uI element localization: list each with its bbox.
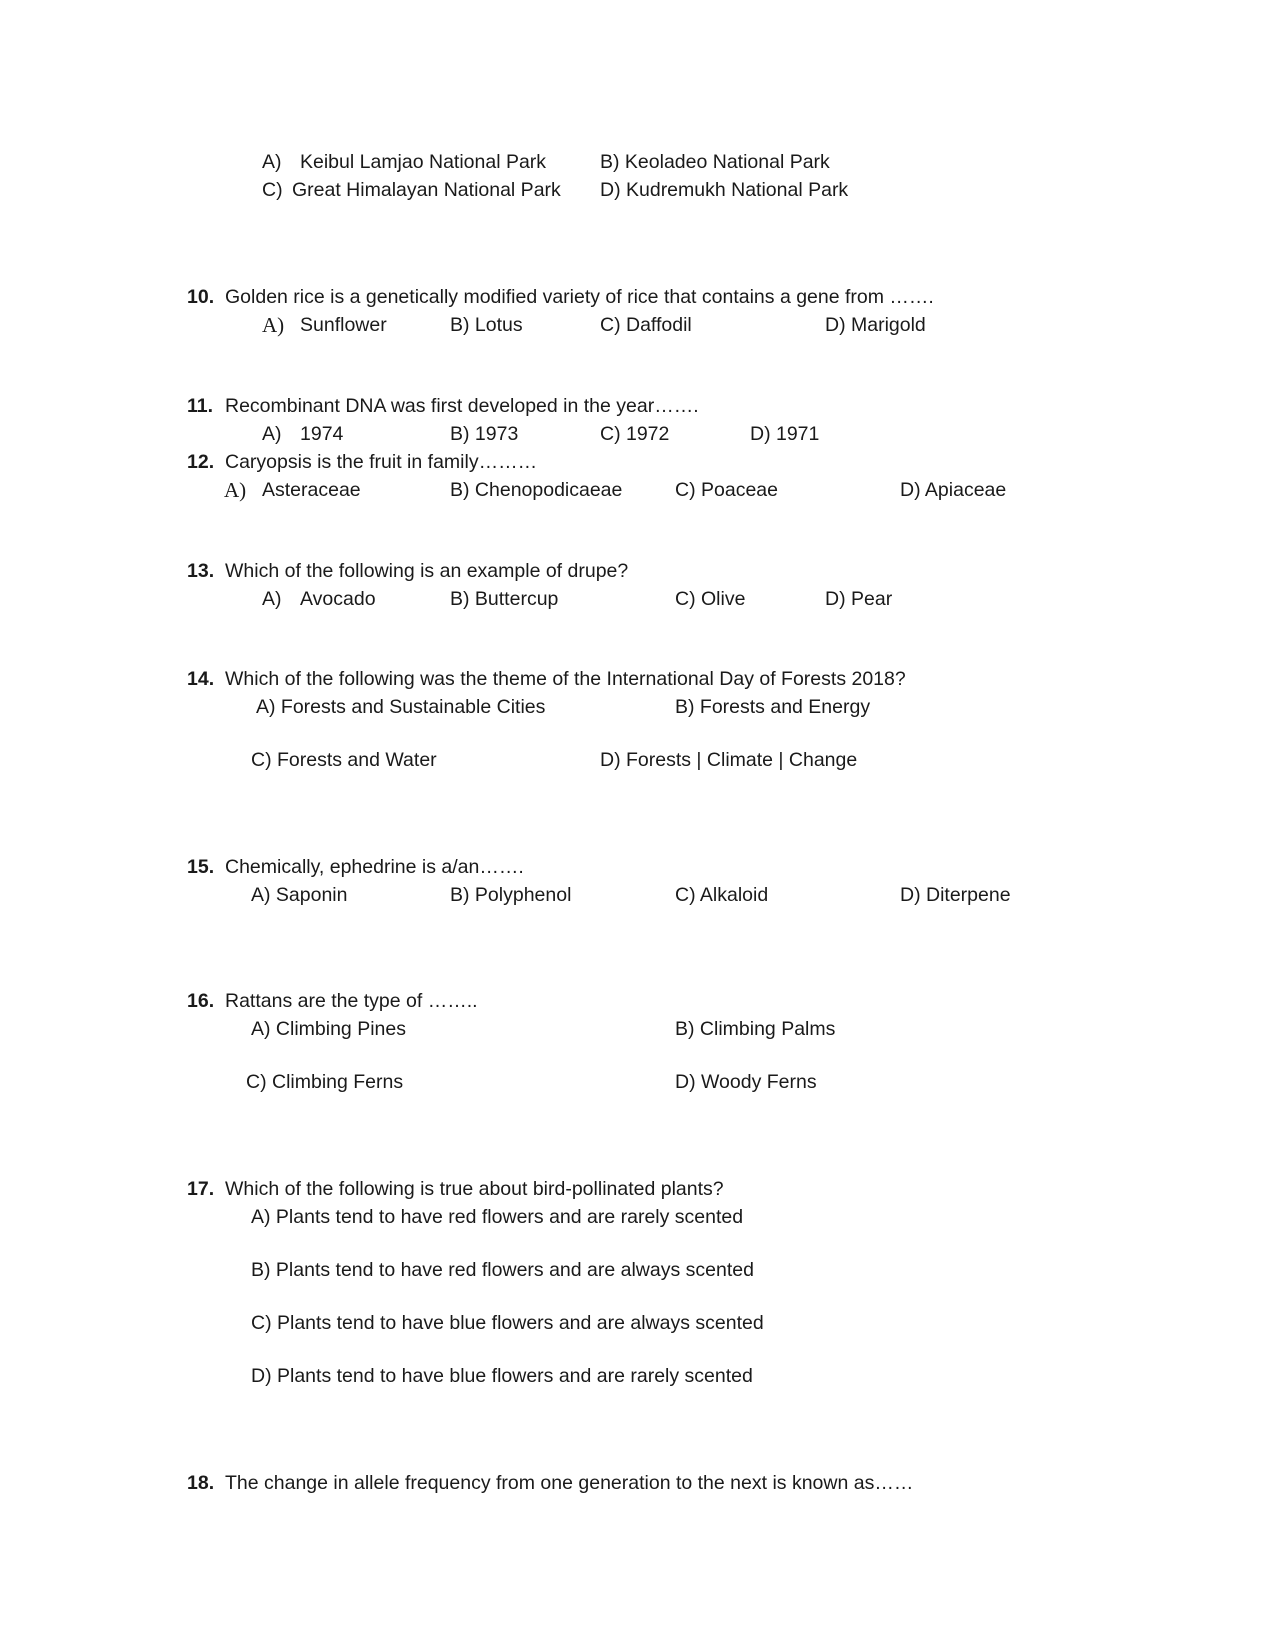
q15-option-b: B) Polyphenol (450, 884, 572, 906)
q9-option-a-label: A) (262, 151, 282, 173)
question-number: 13. (187, 560, 215, 582)
q10-option-b: B) Lotus (450, 314, 523, 336)
q15-option-a: A) Saponin (251, 884, 348, 906)
q12-option-b: B) Chenopodicaeae (450, 479, 623, 501)
q11-option-c: C) 1972 (600, 423, 670, 445)
q17-option-b: B) Plants tend to have red flowers and are always scented (251, 1259, 754, 1281)
q13-option-a-label: A) (262, 588, 282, 610)
q16-option-d: D) Woody Ferns (675, 1071, 817, 1093)
q9-option-a: Keibul Lamjao National Park (300, 151, 547, 173)
q9-option-c: Great Himalayan National Park (292, 179, 561, 201)
q12-option-a-label: A) (224, 478, 247, 502)
question-text: Golden rice is a genetically modified variety of rice that contains a gene from ……. (225, 286, 934, 308)
q14-option-c: C) Forests and Water (251, 749, 437, 771)
q11-option-a-label: A) (262, 423, 282, 445)
question-text: Caryopsis is the fruit in family……… (225, 451, 538, 473)
q14-option-b: B) Forests and Energy (675, 696, 871, 718)
q17-option-c: C) Plants tend to have blue flowers and are always scented (251, 1312, 764, 1334)
q11-option-b: B) 1973 (450, 423, 519, 445)
q15-option-d: D) Diterpene (900, 884, 1011, 906)
question-text: Which of the following is an example of drupe? (225, 560, 629, 582)
question-number: 12. (187, 451, 215, 473)
question-number: 10. (187, 286, 215, 308)
question-number: 18. (187, 1472, 215, 1494)
q14-option-d: D) Forests | Climate | Change (600, 749, 858, 771)
q10-option-d: D) Marigold (825, 314, 926, 336)
q10-option-c: C) Daffodil (600, 314, 692, 336)
q10-option-a-label: A) (262, 313, 285, 337)
q13-option-b: B) Buttercup (450, 588, 559, 610)
question-text: Rattans are the type of …….. (225, 990, 478, 1012)
q17-option-a: A) Plants tend to have red flowers and are rarely scented (251, 1206, 744, 1228)
q15-option-c: C) Alkaloid (675, 884, 769, 906)
q14-option-a: A) Forests and Sustainable Cities (256, 696, 546, 718)
question-text: Chemically, ephedrine is a/an……. (225, 856, 524, 878)
q11-option-d: D) 1971 (750, 423, 820, 445)
q16-option-c: C) Climbing Ferns (246, 1071, 404, 1093)
q13-option-a: Avocado (300, 588, 376, 610)
question-text: Which of the following was the theme of the International Day of Forests 2018? (225, 668, 906, 690)
q11-option-a: 1974 (300, 423, 344, 445)
q9-option-d: D) Kudremukh National Park (600, 179, 849, 201)
q9-option-b: B) Keoladeo National Park (600, 151, 830, 173)
q12-option-a: Asteraceae (262, 479, 361, 501)
q12-option-d: D) Apiaceae (900, 479, 1007, 501)
question-text: The change in allele frequency from one generation to the next is known as…… (225, 1472, 914, 1494)
q13-option-d: D) Pear (825, 588, 893, 610)
q13-option-c: C) Olive (675, 588, 746, 610)
question-number: 15. (187, 856, 215, 878)
question-number: 14. (187, 668, 215, 690)
q17-option-d: D) Plants tend to have blue flowers and are rarely scented (251, 1365, 753, 1387)
question-number: 17. (187, 1178, 215, 1200)
question-text: Recombinant DNA was first developed in the year……. (225, 395, 699, 417)
q10-option-a: Sunflower (300, 314, 387, 336)
question-text: Which of the following is true about bird-pollinated plants? (225, 1178, 724, 1200)
q9-option-c-label: C) (262, 179, 283, 201)
question-number: 11. (187, 395, 214, 417)
q16-option-a: A) Climbing Pines (251, 1018, 406, 1040)
question-number: 16. (187, 990, 215, 1012)
q16-option-b: B) Climbing Palms (675, 1018, 836, 1040)
q12-option-c: C) Poaceae (675, 479, 778, 501)
